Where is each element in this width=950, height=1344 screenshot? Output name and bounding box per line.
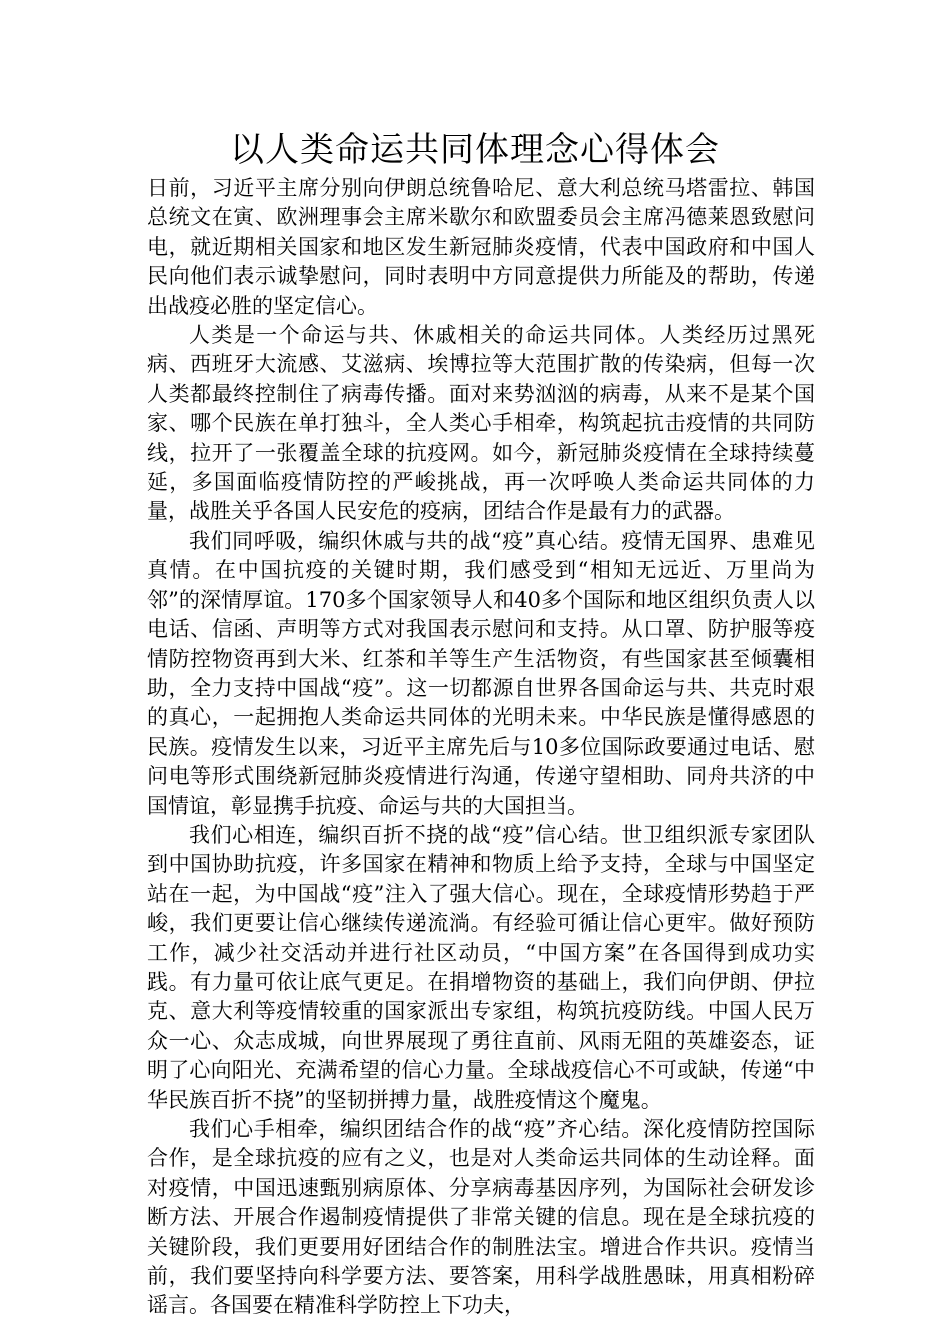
paragraph-breathe-together: 我们同呼吸，编织休戚与共的战“疫”真心结。疫情无国界、患难见真情。在中国抗疫的关键时期，我们感受到“相知无远近、万里尚为邻”的深情厚谊。170多个国家领导人和40多个国际和地区组织负责人以电话、信函、声明等方式对我国表示慰问和支持。从口罩、防护服等疫情防控物资再到大米、红茶和羊等生产生活物资，有些国家甚至倾囊相助，全力支持中国战“疫”。这一切都源自世界各国命运与共、共克时艰的真心，一起拥抱人类命运共同体的光明未来。中华民族是懂得感恩的民族。疫情发生以来，习近平主席先后与10多位国际政要通过电话、慰问电等形式围绕新冠肺炎疫情进行沟通，传递守望相助、同舟共济的中国情谊，彰显携手抗疫、命运与共的大国担当。	[147, 528, 815, 818]
paragraph-intro: 日前，习近平主席分别向伊朗总统鲁哈尼、意大利总统马塔雷拉、韩国总统文在寅、欧洲理事会主席米歇尔和欧盟委员会主席冯德莱恩致慰问电，就近期相关国家和地区发生新冠肺炎疫情，代表中国政府和中国人民向他们表示诚挚慰问，同时表明中方同意提供力所能及的帮助，传递出战疫必胜的坚定信心。	[147, 176, 815, 318]
paragraph-community-of-destiny: 人类是一个命运与共、休戚相关的命运共同体。人类经历过黑死病、西班牙大流感、艾滋病、埃博拉等大范围扩散的传染病，但每一次人类都最终控制住了病毒传播。面对来势汹汹的病毒，从来不是某个国家、哪个民族在单打独斗，全人类心手相牵，构筑起抗击疫情的共同防线，拉开了一张覆盖全球的抗疫网。如今，新冠肺炎疫情在全球持续蔓延，多国面临疫情防控的严峻挑战，再一次呼唤人类命运共同体的力量，战胜关乎各国人民安危的疫病，团结合作是最有力的武器。	[147, 323, 815, 524]
document-body	[147, 174, 815, 1321]
paragraph-hand-in-hand: 我们心手相牵，编织团结合作的战“疫”齐心结。深化疫情防控国际合作，是全球抗疫的应有之义，也是对人类命运共同体的生动诠释。面对疫情，中国迅速甄别病原体、分享病毒基因序列，为国际社会研发诊断方法、开展合作遏制疫情提供了非常关键的信息。现在是全球抗疫的关键阶段，我们更要用好团结合作的制胜法宝。增进合作共识。疫情当前，我们要坚持向科学要方法、要答案，用科学战胜愚昧，用真相粉碎谣言。各国要在精准科学防控上下功夫，	[147, 1117, 815, 1318]
paragraph-hearts-connected: 我们心相连，编织百折不挠的战“疫”信心结。世卫组织派专家团队到中国协助抗疫，许多国家在精神和物质上给予支持，全球与中国坚定站在一起，为中国战“疫”注入了强大信心。现在，全球疫情形势趋于严峻，我们更要让信心继续传递流淌。有经验可循让信心更牢。做好预防工作，减少社交活动并进行社区动员，“中国方案”在各国得到成功实践。有力量可依让底气更足。在捐增物资的基础上，我们向伊朗、伊拉克、意大利等疫情较重的国家派出专家组，构筑抗疫防线。中国人民万众一心、众志成城，向世界展现了勇往直前、风雨无阻的英雄姿态，证明了心向阳光、充满希望的信心力量。全球战疫信心不可或缺，传递“中华民族百折不挠”的坚韧拼搏力量，战胜疫情这个魔鬼。	[147, 822, 815, 1112]
page-title: 以人类命运共同体理念心得体会	[230, 130, 720, 170]
